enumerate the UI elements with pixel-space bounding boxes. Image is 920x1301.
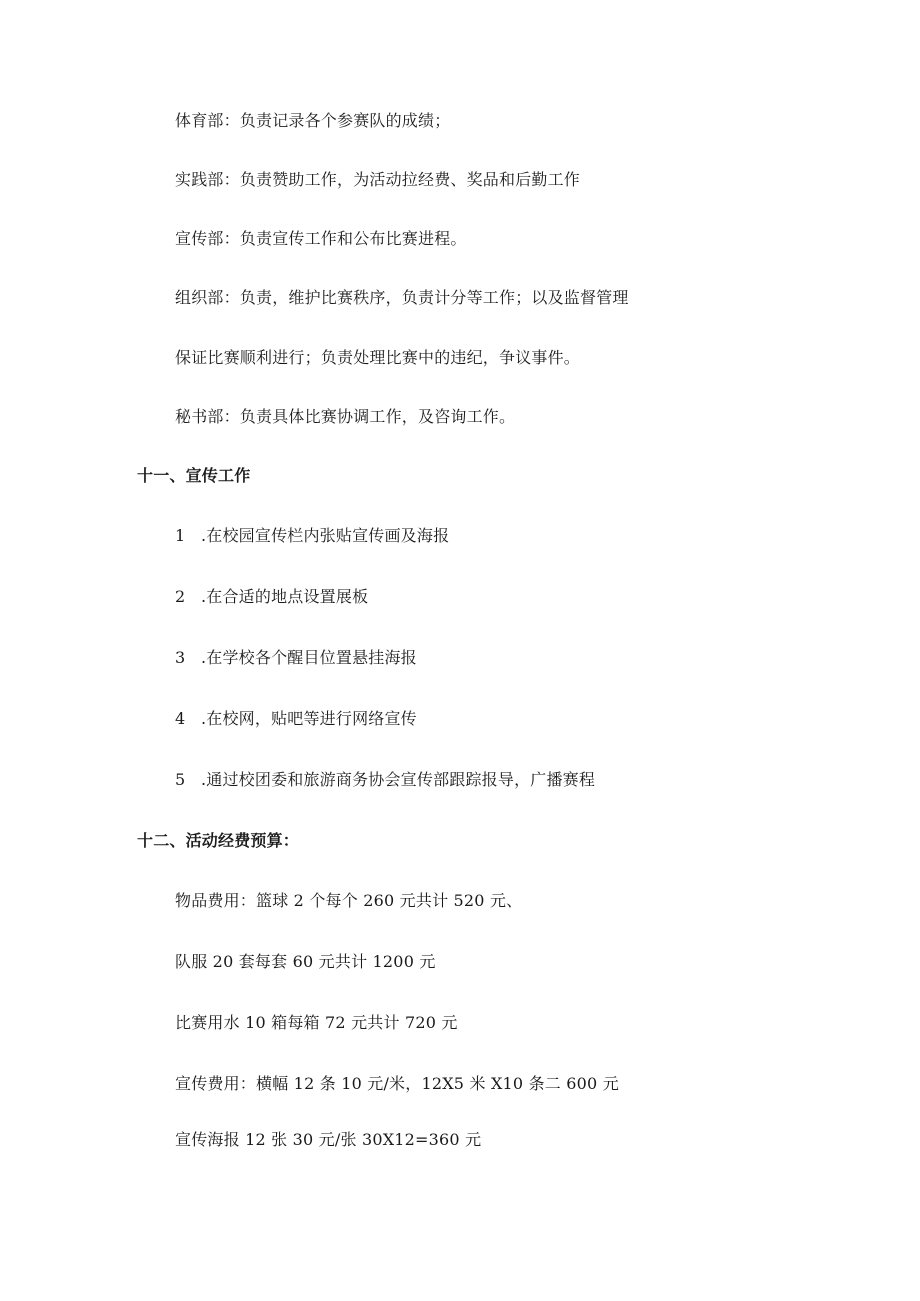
- dept-publicity: 宣传部：负责宣传工作和公布比赛进程。: [175, 229, 467, 248]
- budget-line: 物品费用：篮球 2 个每个 260 元共计 520 元、: [175, 891, 523, 910]
- list-item-text: .在校园宣传栏内张贴宣传画及海报: [201, 526, 450, 545]
- list-item: [175, 648, 417, 668]
- list-item: [175, 587, 368, 607]
- dept-sports: 体育部：负责记录各个参赛队的成绩；: [175, 111, 451, 130]
- section-12-heading: 十二、活动经费预算：: [137, 831, 300, 850]
- dept-organization-cont: 保证比赛顺利进行；负责处理比赛中的违纪，争议事件。: [175, 348, 581, 367]
- list-item-number: 4: [175, 709, 186, 728]
- budget-line: 宣传费用：横幅 12 条 10 元/米，12X5 米 X10 条二 600 元: [175, 1074, 619, 1093]
- list-item-number: 2: [175, 587, 186, 606]
- list-item: [175, 526, 449, 546]
- list-item-text: .在校网，贴吧等进行网络宣传: [201, 709, 417, 728]
- list-item-number: 1: [175, 526, 186, 545]
- list-item: [175, 709, 417, 729]
- list-item-text: .通过校团委和旅游商务协会宣传部跟踪报导，广播赛程: [201, 770, 596, 789]
- dept-organization: 组织部：负责，维护比赛秩序，负责计分等工作；以及监督管理: [175, 288, 629, 307]
- list-item-text: .在学校各个醒目位置悬挂海报: [201, 648, 417, 667]
- dept-practice: 实践部：负责赞助工作，为活动拉经费、奖品和后勤工作: [175, 170, 581, 189]
- section-11-heading: 十一、宣传工作: [137, 466, 251, 485]
- list-item-number: 3: [175, 648, 186, 667]
- list-item-text: .在合适的地点设置展板: [201, 587, 369, 606]
- budget-line: 比赛用水 10 箱每箱 72 元共计 720 元: [175, 1013, 458, 1032]
- budget-line: 队服 20 套每套 60 元共计 1200 元: [175, 952, 436, 971]
- list-item-number: 5: [175, 770, 186, 789]
- list-item: [175, 770, 595, 790]
- dept-secretary: 秘书部：负责具体比赛协调工作，及咨询工作。: [175, 407, 516, 426]
- budget-line: 宣传海报 12 张 30 元/张 30X12=360 元: [175, 1130, 482, 1149]
